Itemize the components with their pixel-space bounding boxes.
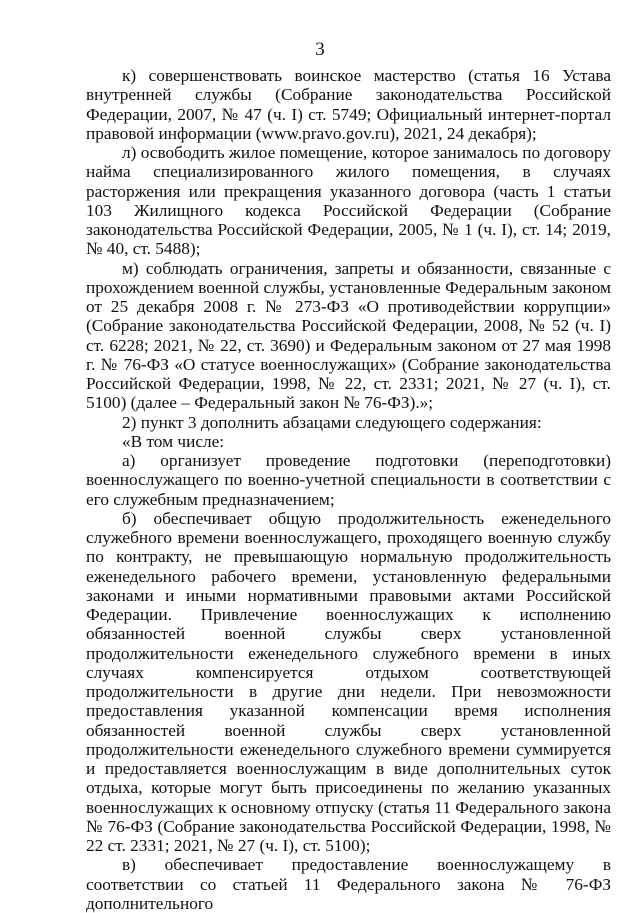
paragraph-a: а) организует проведение подготовки (переподготовки) военнослужащего по военно-учетной специальности в соответствии с его служебным предназначением;	[86, 451, 611, 509]
paragraph-l: л) освободить жилое помещение, которое занималось по договору найма специализированного жилого помещения, в случаях расторжения или прекращения указанного договора (часть 1 статьи 103 Жилищного кодекса Российской Федерации (Собрание законодательства Российской Федерации, 2005, № 1 (ч. I), ст. 14; 2019, № 40, ст. 5488);	[86, 143, 611, 259]
paragraph-in-total: «В том числе:	[122, 431, 225, 451]
paragraph-item-2: 2) пункт 3 дополнить абзацами следующего содержания:	[122, 412, 542, 432]
paragraph-v: в) обеспечивает предоставление военнослужащему в соответствии со статьей 11 Федерального закона № 76-ФЗ дополнительного	[86, 855, 611, 913]
paragraph-b: б) обеспечивает общую продолжительность еженедельного служебного времени военнослужащего, проходящего военную службу по контракту, не превышающую нормальную продолжительность еженедельного рабочего времени, установленную федеральными законами и иными нормативными правовыми актами Российской Федерации. Привлечение военнослужащих к исполнению обязанностей военной службы сверх установленной продолжительности еженедельного служебного времени в иных случаях компенсируется отдыхом соответствующей продолжительности в другие дни недели. При невозможности предоставления указанной компенсации время исполнения обязанностей военной службы сверх установленной продолжительности еженедельного служебного времени суммируется и предоставляется военнослужащим в виде дополнительных суток отдыха, которые могут быть присоединены по желанию указанных военнослужащих к основному отпуску (статья 11 Федерального закона № 76-ФЗ (Собрание законодательства Российской Федерации, 1998, № 22 ст. 2331; 2021, № 27 (ч. I), ст. 5100);	[86, 508, 611, 855]
paragraph-m: м) соблюдать ограничения, запреты и обязанности, связанные с прохождением военной службы, установленные Федеральным законом от 25 декабря 2008 г. № 273-ФЗ «О противодействии коррупции» (Собрание законодательства Российской Федерации, 2008, № 52 (ч. I) ст. 6228; 2021, № 22, ст. 3690) и Федеральным законом от 27 мая 1998 г. № 76-ФЗ «О статусе военнослужащих» (Собрание законодательства Российской Федерации, 1998, № 22, ст. 2331; 2021, № 27 (ч. I), ст. 5100) (далее – Федеральный закон № 76-ФЗ).»;	[86, 258, 611, 413]
paragraph-k: к) совершенствовать воинское мастерство (статья 16 Устава внутренней службы (Собрание законодательства Российской Федерации, 2007, № 47 (ч. I) ст. 5749; Официальный интернет-портал правовой информации (www.pravo.gov.ru), 2021, 24 декабря);	[86, 66, 611, 143]
page-number: 3	[315, 39, 325, 60]
document-body	[86, 66, 611, 913]
